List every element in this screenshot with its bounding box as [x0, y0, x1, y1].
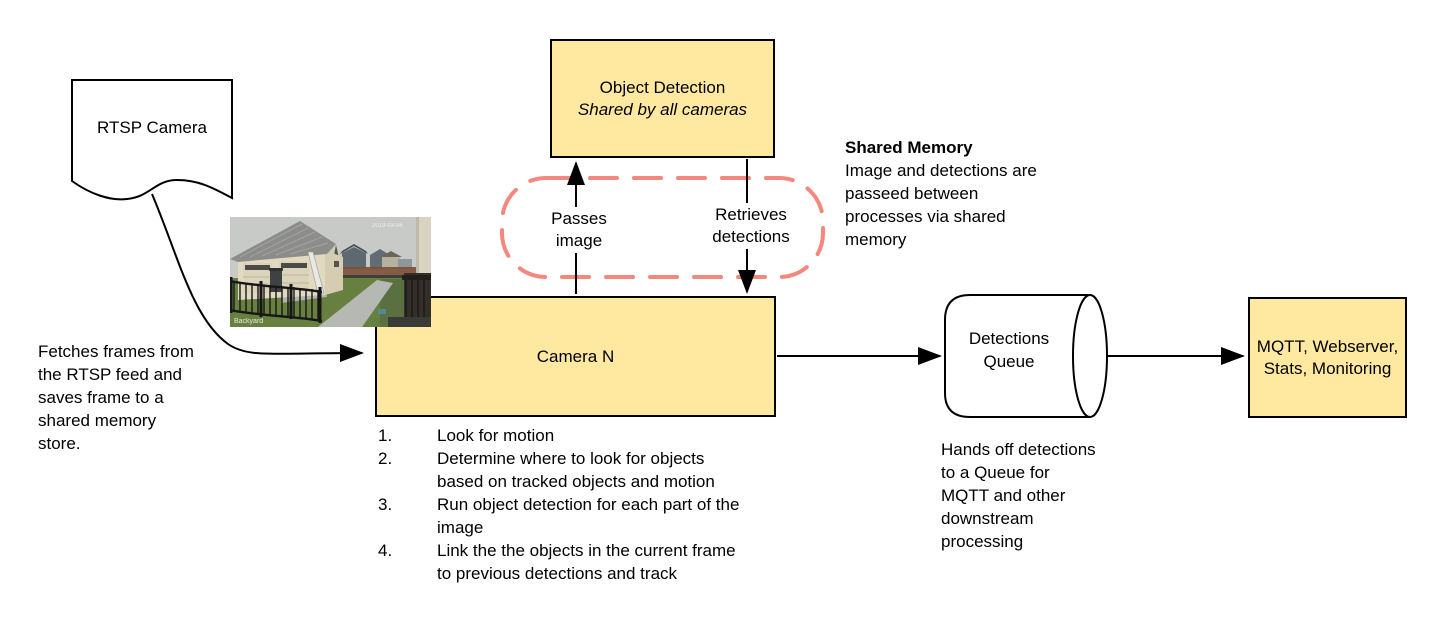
outputs-label-line1: MQTT, Webserver, — [1256, 336, 1399, 356]
detections-queue-node — [949, 327, 1069, 373]
retrieves-detections-edge-label: Retrieves detections — [692, 203, 810, 249]
object-detection-title: Object Detection — [599, 77, 726, 97]
step-item-3: 3. Run object detection for each part of the image — [378, 495, 740, 537]
step-item-4: 4. Link the the objects in the current frame to previous detections and track — [378, 541, 736, 583]
outputs-label-line2: Stats, Monitoring — [1263, 358, 1392, 378]
queue-handoff-note: Hands off detections to a Queue for MQTT and other downstream processing — [941, 440, 1096, 551]
step-item-2: 2. Determine where to look for objects based on tracked objects and motion — [378, 449, 715, 491]
camera-n-node — [375, 296, 776, 417]
rtsp-camera-label: RTSP Camera — [97, 118, 207, 137]
snapshot-watermark: Backyard — [234, 318, 264, 325]
step-item-1: 1. Look for motion — [378, 426, 555, 445]
object-detection-subtitle: Shared by all cameras — [577, 99, 748, 119]
fetch-frames-note: Fetches frames from the RTSP feed and saves frame to a shared memory store. — [38, 342, 194, 453]
snapshot-timestamp: 2019-03-06 — [372, 223, 403, 229]
camera-snapshot-image — [230, 217, 431, 327]
object-detection-node — [550, 39, 775, 158]
camera-n-label: Camera N — [536, 346, 615, 366]
shared-memory-note-title: Shared Memory — [845, 138, 973, 157]
shared-memory-note: Shared Memory Image and detections are passeed between processes via shared memory — [845, 136, 1060, 251]
camera-steps-list — [378, 424, 777, 585]
passes-image-edge-label: Passes image — [538, 207, 620, 253]
queue-label-line2: Queue — [983, 352, 1035, 371]
queue-label-line1: Detections — [968, 329, 1050, 348]
rtsp-camera-node — [77, 85, 227, 170]
outputs-node — [1248, 297, 1407, 418]
